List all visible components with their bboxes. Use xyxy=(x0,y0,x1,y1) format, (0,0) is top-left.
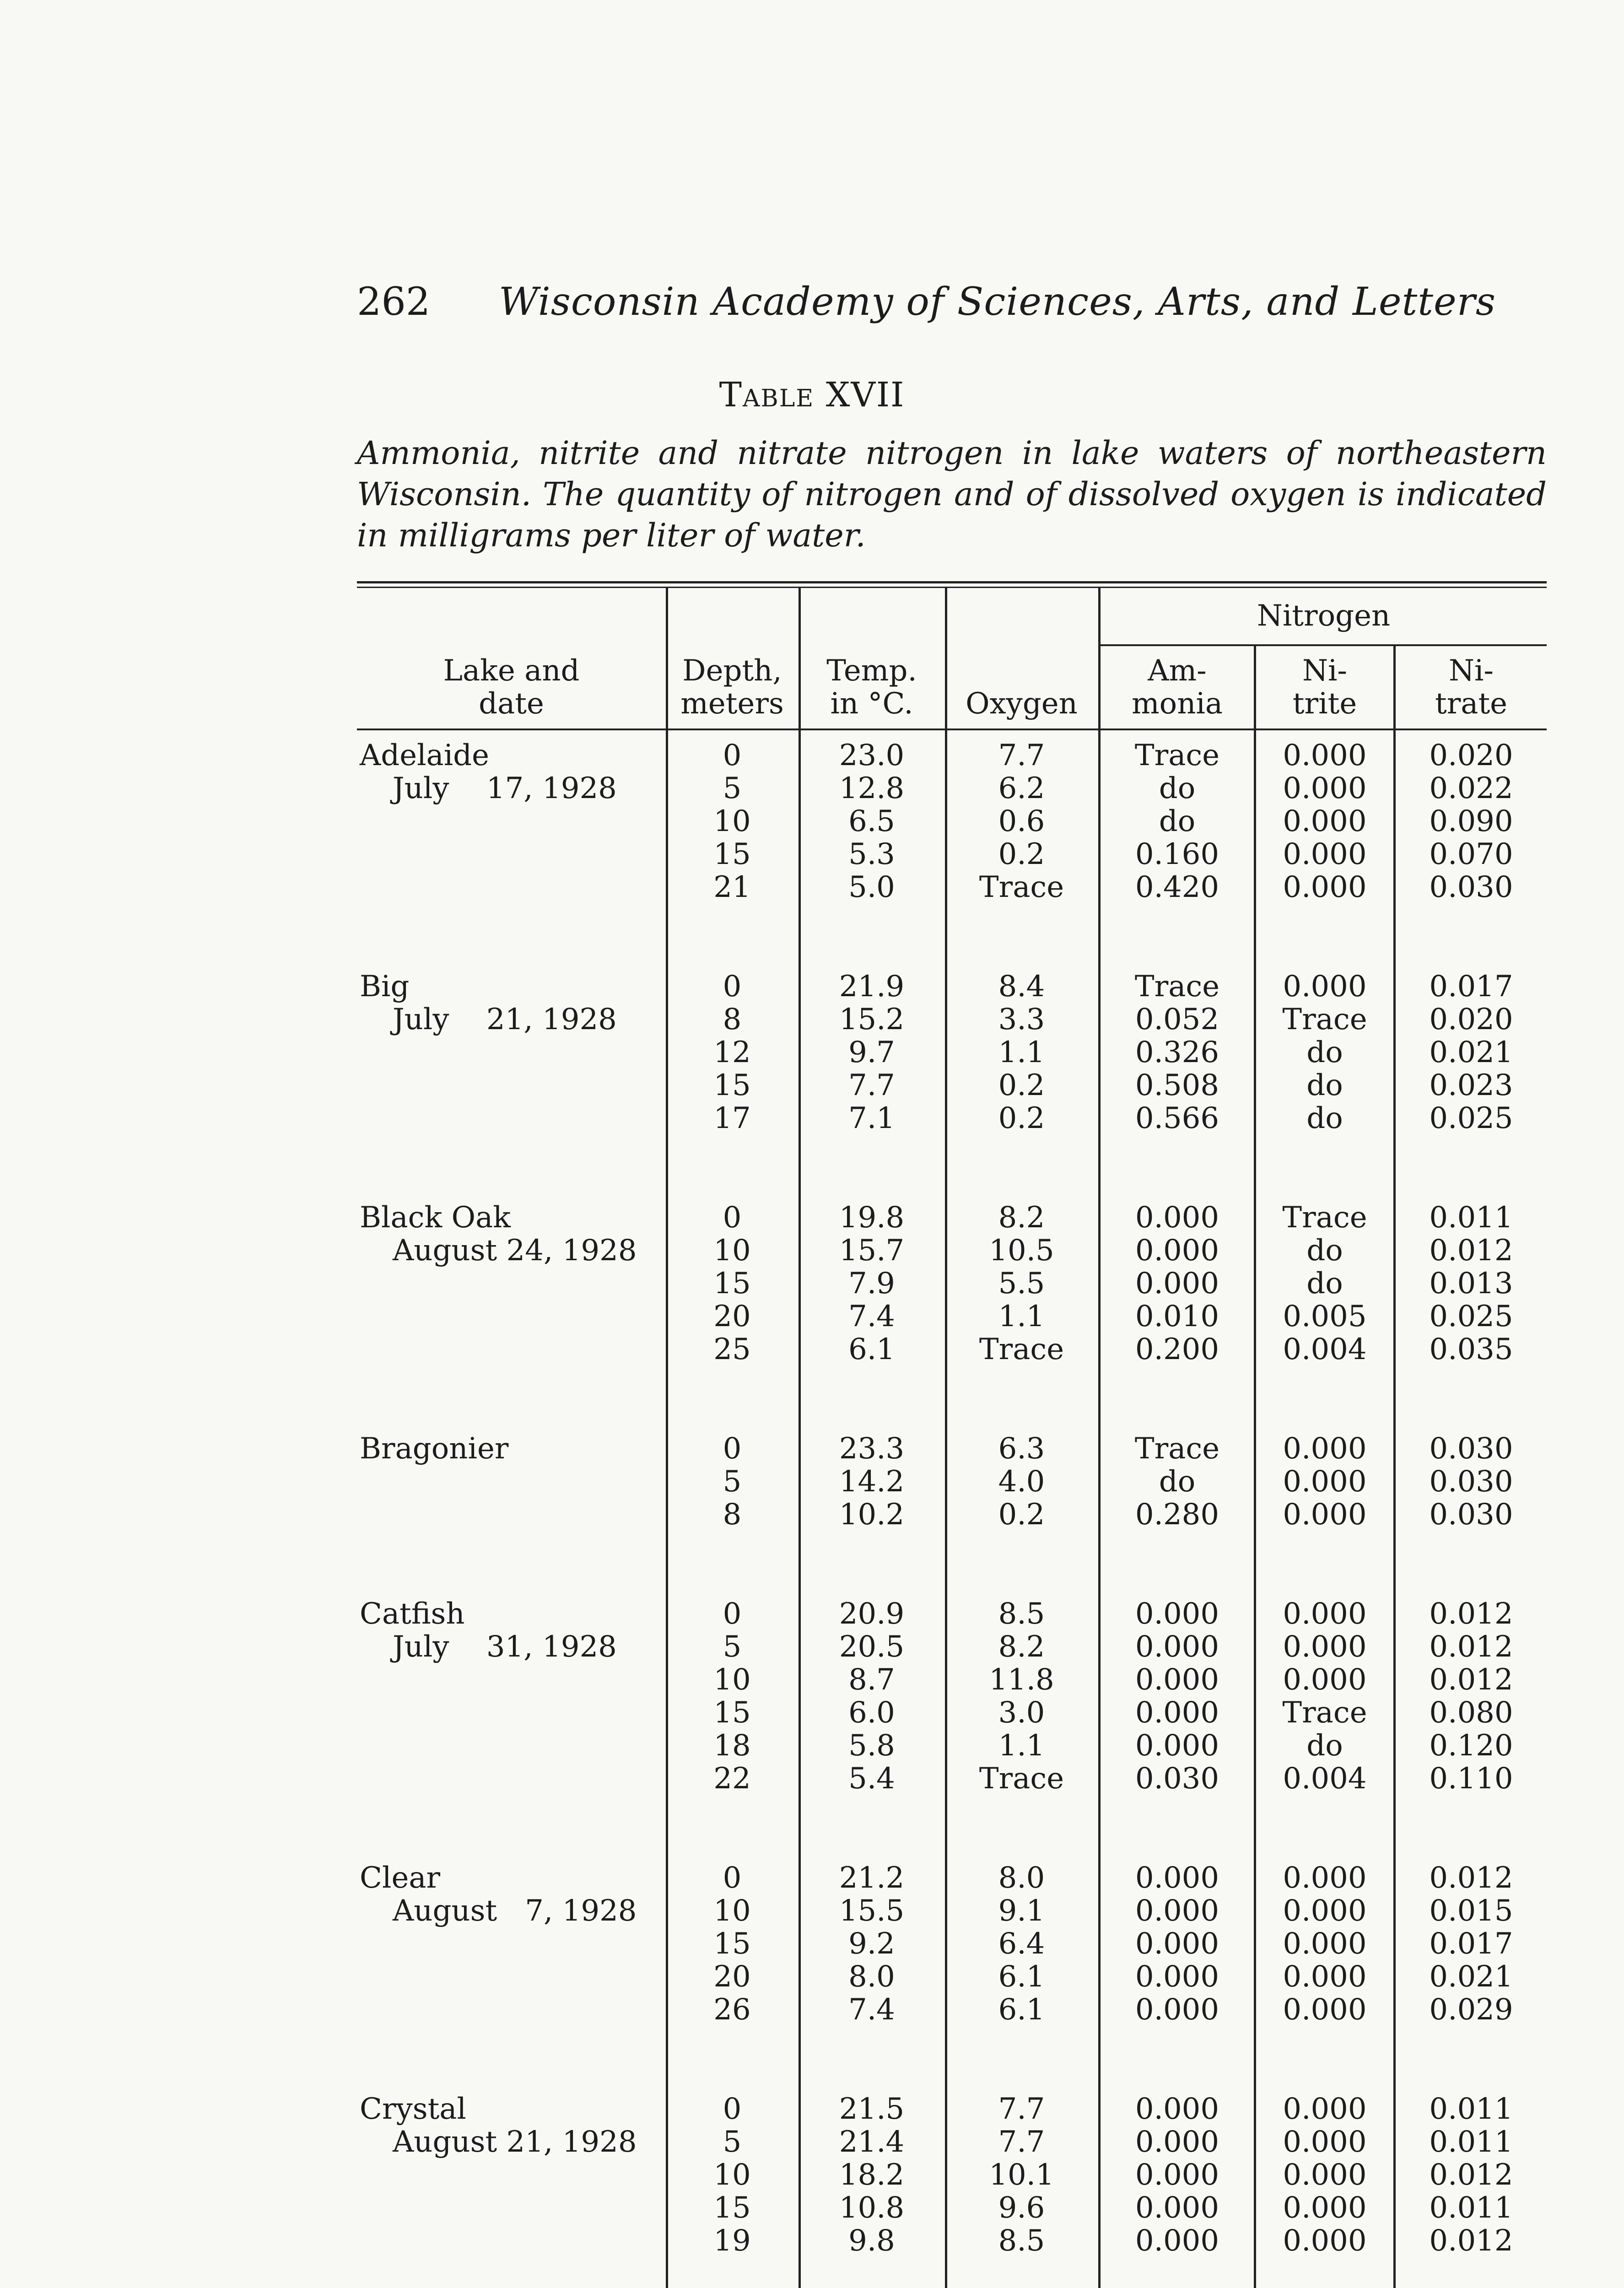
table-top-rule xyxy=(357,581,1547,583)
nitrite-cell: Trace xyxy=(1282,1003,1367,1036)
depth-cell: 15 xyxy=(713,1696,751,1730)
ammonia-cell: 0.000 xyxy=(1135,2092,1219,2126)
oxygen-cell: 9.1 xyxy=(998,1894,1045,1928)
ammonia-cell: do xyxy=(1159,804,1196,838)
nitrite-cell: 0.000 xyxy=(1283,1663,1367,1697)
temp-cell: 7.7 xyxy=(848,1068,895,1102)
nitrate-cell: 0.120 xyxy=(1429,1729,1513,1763)
temp-cell: 5.8 xyxy=(848,1729,895,1763)
ammonia-cell: 0.000 xyxy=(1135,1729,1219,1763)
depth-cell: 0 xyxy=(723,970,742,1004)
nitrate-cell: 0.012 xyxy=(1429,1630,1513,1664)
ammonia-cell: 0.000 xyxy=(1135,1630,1219,1664)
header-line: Ni- xyxy=(1448,654,1494,688)
nitrate-cell: 0.080 xyxy=(1429,1696,1513,1730)
oxygen-cell: Trace xyxy=(979,870,1064,904)
oxygen-cell: 8.0 xyxy=(998,1861,1045,1895)
temp-cell: 20.9 xyxy=(839,1597,905,1631)
lake-date: August 7, 1928 xyxy=(393,1894,637,1928)
lake-name: Crystal xyxy=(360,2092,466,2126)
header-line: Am- xyxy=(1148,654,1207,688)
depth-cell: 10 xyxy=(713,1894,751,1928)
ammonia-cell: Trace xyxy=(1134,739,1220,772)
header-line: monia xyxy=(1131,687,1223,721)
nitrogen-group-rule xyxy=(1101,644,1547,646)
header-bottom-rule xyxy=(357,728,1547,730)
ammonia-cell: 0.000 xyxy=(1135,1696,1219,1730)
temp-cell: 15.7 xyxy=(839,1234,905,1268)
nitrate-header xyxy=(1396,654,1547,720)
depth-cell: 5 xyxy=(723,2125,742,2159)
ammonia-cell: 0.280 xyxy=(1135,1498,1219,1532)
temp-cell: 21.5 xyxy=(839,2092,905,2126)
nitrite-cell: 0.000 xyxy=(1283,1630,1367,1664)
depth-cell: 15 xyxy=(713,2191,751,2225)
depth-cell: 0 xyxy=(723,2092,742,2126)
nitrate-cell: 0.012 xyxy=(1429,1861,1513,1895)
temp-cell: 21.9 xyxy=(839,970,905,1004)
ammonia-cell: 0.420 xyxy=(1135,870,1219,904)
depth-cell: 15 xyxy=(713,1068,751,1102)
temp-cell: 21.2 xyxy=(839,1861,905,1895)
header-line: Oxygen xyxy=(966,687,1078,721)
lake-name: Black Oak xyxy=(360,1201,511,1235)
nitrate-cell: 0.017 xyxy=(1429,1927,1513,1961)
ammonia-cell: 0.200 xyxy=(1135,1333,1219,1366)
nitrate-cell: 0.110 xyxy=(1429,1762,1513,1796)
ammonia-cell: 0.000 xyxy=(1135,2158,1219,2192)
nitrite-cell: 0.000 xyxy=(1283,837,1367,871)
lake-name: Adelaide xyxy=(360,739,489,772)
oxygen-cell: 0.6 xyxy=(998,804,1045,838)
nitrite-cell: 0.000 xyxy=(1283,1993,1367,2027)
depth-cell: 10 xyxy=(713,1663,751,1697)
oxygen-cell: 5.5 xyxy=(998,1267,1045,1300)
oxygen-cell: Trace xyxy=(979,1333,1064,1366)
depth-cell: 26 xyxy=(713,1993,751,2027)
oxygen-cell: 6.1 xyxy=(998,1993,1045,2027)
ammonia-cell: Trace xyxy=(1134,970,1220,1004)
nitrite-cell: 0.000 xyxy=(1283,1894,1367,1928)
nitrate-cell: 0.012 xyxy=(1429,1234,1513,1268)
nitrate-cell: 0.012 xyxy=(1429,2158,1513,2192)
nitrite-cell: 0.000 xyxy=(1283,2191,1367,2225)
nitrate-cell: 0.012 xyxy=(1429,2224,1513,2258)
oxygen-cell: 10.5 xyxy=(989,1234,1054,1268)
header-line: Temp. xyxy=(826,654,917,688)
lake-name: Catfish xyxy=(360,1597,465,1631)
table-title xyxy=(0,375,1624,415)
nitrite-cell: do xyxy=(1306,1036,1343,1069)
ammonia-cell: 0.508 xyxy=(1135,1068,1219,1102)
nitrate-cell: 0.070 xyxy=(1429,837,1513,871)
depth-cell: 0 xyxy=(723,1432,742,1466)
nitrite-cell: 0.004 xyxy=(1283,1762,1367,1796)
header-line: date xyxy=(479,687,544,721)
nitrite-cell: 0.000 xyxy=(1283,1432,1367,1466)
nitrate-cell: 0.090 xyxy=(1429,804,1513,838)
lake-date: August 24, 1928 xyxy=(393,1234,637,1268)
temp-cell: 15.2 xyxy=(839,1003,905,1036)
oxygen-cell: 7.7 xyxy=(998,2125,1045,2159)
table-title-word: Table xyxy=(719,375,815,415)
depth-cell: 5 xyxy=(723,1630,742,1664)
table-caption: Ammonia, nitrite and nitrate nitrogen in lake waters of northeastern Wisconsin. The quantity of nitrogen and of dissolved oxygen is indicated in milligrams per liter of water. xyxy=(357,434,1547,554)
oxygen-cell: 3.3 xyxy=(998,1003,1045,1036)
temp-cell: 7.1 xyxy=(848,1101,895,1135)
nitrite-header xyxy=(1256,654,1393,720)
nitrite-cell: 0.000 xyxy=(1283,870,1367,904)
temp-cell: 20.5 xyxy=(839,1630,905,1664)
lake-date: August 21, 1928 xyxy=(393,2125,637,2159)
lake-date: July 31, 1928 xyxy=(393,1630,617,1664)
temp-cell: 23.3 xyxy=(839,1432,905,1466)
oxygen-cell: 6.4 xyxy=(998,1927,1045,1961)
temp-cell: 7.9 xyxy=(848,1267,895,1300)
nitrite-cell: Trace xyxy=(1282,1201,1367,1235)
nitrite-cell: 0.000 xyxy=(1283,1861,1367,1895)
temp-cell: 10.8 xyxy=(839,2191,905,2225)
nitrite-cell: 0.000 xyxy=(1283,772,1367,805)
nitrate-cell: 0.013 xyxy=(1429,1267,1513,1300)
oxygen-cell: 8.5 xyxy=(998,2224,1045,2258)
ammonia-cell: 0.000 xyxy=(1135,1663,1219,1697)
header-line: trite xyxy=(1292,687,1357,721)
temp-cell: 9.7 xyxy=(848,1036,895,1069)
nitrate-cell: 0.030 xyxy=(1429,1498,1513,1532)
nitrate-cell: 0.021 xyxy=(1429,1036,1513,1069)
oxygen-cell: 6.1 xyxy=(998,1960,1045,1994)
temp-cell: 23.0 xyxy=(839,739,905,772)
nitrogen-group-header: Nitrogen xyxy=(1257,599,1391,633)
depth-cell: 22 xyxy=(713,1762,751,1796)
header-line: Ni- xyxy=(1302,654,1348,688)
oxygen-cell: 8.2 xyxy=(998,1201,1045,1235)
header-line: trate xyxy=(1435,687,1508,721)
temp-cell: 15.5 xyxy=(839,1894,905,1928)
nitrite-cell: 0.000 xyxy=(1283,1960,1367,1994)
nitrite-cell: 0.000 xyxy=(1283,804,1367,838)
ammonia-cell: do xyxy=(1159,772,1196,805)
temp-cell: 10.2 xyxy=(839,1498,905,1532)
temp-cell: 7.4 xyxy=(848,1993,895,2027)
nitrate-cell: 0.035 xyxy=(1429,1333,1513,1366)
lake-date: July 17, 1928 xyxy=(393,772,617,805)
table-title-numeral: XVII xyxy=(825,375,905,415)
nitrite-cell: do xyxy=(1306,1101,1343,1135)
depth-cell: 15 xyxy=(713,1267,751,1300)
temp-cell: 5.3 xyxy=(848,837,895,871)
ammonia-cell: 0.566 xyxy=(1135,1101,1219,1135)
oxygen-cell: 6.3 xyxy=(998,1432,1045,1466)
depth-cell: 0 xyxy=(723,1861,742,1895)
nitrite-cell: 0.000 xyxy=(1283,1597,1367,1631)
ammonia-cell: 0.000 xyxy=(1135,1597,1219,1631)
temp-cell: 5.0 xyxy=(848,870,895,904)
depth-cell: 20 xyxy=(713,1960,751,1994)
nitrate-cell: 0.022 xyxy=(1429,772,1513,805)
nitrate-cell: 0.021 xyxy=(1429,1960,1513,1994)
oxygen-cell: 0.2 xyxy=(998,837,1045,871)
nitrite-cell: 0.000 xyxy=(1283,1498,1367,1532)
nitrate-cell: 0.017 xyxy=(1429,970,1513,1004)
ammonia-cell: 0.326 xyxy=(1135,1036,1219,1069)
nitrate-cell: 0.030 xyxy=(1429,1465,1513,1499)
header-line: Depth, xyxy=(682,654,782,688)
depth-cell: 12 xyxy=(713,1036,751,1069)
lake-date-header xyxy=(357,654,666,720)
nitrite-cell: do xyxy=(1306,1068,1343,1102)
depth-cell: 18 xyxy=(713,1729,751,1763)
oxygen-cell: 1.1 xyxy=(998,1729,1045,1763)
ammonia-cell: 0.000 xyxy=(1135,2224,1219,2258)
ammonia-cell: 0.000 xyxy=(1135,1960,1219,1994)
depth-cell: 0 xyxy=(723,739,742,772)
oxygen-cell: 9.6 xyxy=(998,2191,1045,2225)
nitrite-cell: 0.004 xyxy=(1283,1333,1367,1366)
oxygen-cell: 4.0 xyxy=(998,1465,1045,1499)
nitrite-cell: 0.000 xyxy=(1283,1927,1367,1961)
ammonia-cell: 0.000 xyxy=(1135,1234,1219,1268)
depth-cell: 8 xyxy=(723,1003,742,1036)
temp-cell: 12.8 xyxy=(839,772,905,805)
table-top-rule-inner xyxy=(357,587,1547,588)
ammonia-cell: 0.000 xyxy=(1135,1993,1219,2027)
ammonia-cell: 0.000 xyxy=(1135,1201,1219,1235)
nitrite-cell: do xyxy=(1306,1729,1343,1763)
nitrate-cell: 0.011 xyxy=(1429,2191,1513,2225)
nitrite-cell: 0.000 xyxy=(1283,2224,1367,2258)
lake-name: Bragonier xyxy=(360,1432,509,1466)
oxygen-cell: 7.7 xyxy=(998,739,1045,772)
temp-cell: 7.4 xyxy=(848,1300,895,1333)
depth-cell: 20 xyxy=(713,1300,751,1333)
depth-cell: 25 xyxy=(713,1333,751,1366)
oxygen-header xyxy=(945,687,1098,720)
ammonia-cell: 0.030 xyxy=(1135,1762,1219,1796)
depth-header xyxy=(666,654,799,720)
ammonia-cell: 0.000 xyxy=(1135,1894,1219,1928)
ammonia-cell: Trace xyxy=(1134,1432,1220,1466)
nitrite-cell: 0.000 xyxy=(1283,1465,1367,1499)
depth-cell: 15 xyxy=(713,837,751,871)
header-line: in °C. xyxy=(830,687,913,721)
ammonia-cell: do xyxy=(1159,1465,1196,1499)
oxygen-cell: 3.0 xyxy=(998,1696,1045,1730)
oxygen-cell: 1.1 xyxy=(998,1300,1045,1333)
depth-cell: 0 xyxy=(723,1201,742,1235)
temp-cell: 14.2 xyxy=(839,1465,905,1499)
temp-cell: 6.5 xyxy=(848,804,895,838)
ammonia-cell: 0.000 xyxy=(1135,1861,1219,1895)
lake-name: Big xyxy=(360,970,410,1004)
lake-name: Clear xyxy=(360,1861,441,1895)
lake-date: July 21, 1928 xyxy=(393,1003,617,1036)
depth-cell: 10 xyxy=(713,804,751,838)
nitrate-cell: 0.011 xyxy=(1429,2125,1513,2159)
nitrate-cell: 0.029 xyxy=(1429,1993,1513,2027)
oxygen-cell: 0.2 xyxy=(998,1498,1045,1532)
nitrate-cell: 0.025 xyxy=(1429,1101,1513,1135)
nitrite-cell: 0.000 xyxy=(1283,2125,1367,2159)
depth-cell: 19 xyxy=(713,2224,751,2258)
nitrate-cell: 0.020 xyxy=(1429,739,1513,772)
ammonia-header xyxy=(1101,654,1254,720)
ammonia-cell: 0.000 xyxy=(1135,1927,1219,1961)
oxygen-cell: 1.1 xyxy=(998,1036,1045,1069)
nitrite-cell: 0.000 xyxy=(1283,2092,1367,2126)
depth-cell: 5 xyxy=(723,772,742,805)
oxygen-cell: 0.2 xyxy=(998,1101,1045,1135)
nitrate-cell: 0.011 xyxy=(1429,1201,1513,1235)
temp-cell: 21.4 xyxy=(839,2125,905,2159)
nitrate-cell: 0.015 xyxy=(1429,1894,1513,1928)
page-header xyxy=(357,279,1547,329)
temp-cell: 18.2 xyxy=(839,2158,905,2192)
nitrite-cell: do xyxy=(1306,1267,1343,1300)
temp-cell: 8.7 xyxy=(848,1663,895,1697)
oxygen-cell: 0.2 xyxy=(998,1068,1045,1102)
temp-header xyxy=(799,654,945,720)
temp-cell: 9.8 xyxy=(848,2224,895,2258)
oxygen-cell: 6.2 xyxy=(998,772,1045,805)
ammonia-cell: 0.000 xyxy=(1135,2191,1219,2225)
oxygen-cell: 8.4 xyxy=(998,970,1045,1004)
nitrate-cell: 0.030 xyxy=(1429,1432,1513,1466)
nitrate-cell: 0.011 xyxy=(1429,2092,1513,2126)
temp-cell: 6.1 xyxy=(848,1333,895,1366)
ammonia-cell: 0.010 xyxy=(1135,1300,1219,1333)
depth-cell: 8 xyxy=(723,1498,742,1532)
header-line: meters xyxy=(680,687,784,721)
page-number: 262 xyxy=(357,279,431,324)
oxygen-cell: 8.5 xyxy=(998,1597,1045,1631)
ammonia-cell: 0.000 xyxy=(1135,2125,1219,2159)
oxygen-cell: 10.1 xyxy=(989,2158,1054,2192)
nitrate-cell: 0.030 xyxy=(1429,870,1513,904)
nitrite-cell: 0.000 xyxy=(1283,970,1367,1004)
nitrate-cell: 0.025 xyxy=(1429,1300,1513,1333)
oxygen-cell: 7.7 xyxy=(998,2092,1045,2126)
oxygen-cell: 8.2 xyxy=(998,1630,1045,1664)
depth-cell: 15 xyxy=(713,1927,751,1961)
oxygen-cell: Trace xyxy=(979,1762,1064,1796)
depth-cell: 17 xyxy=(713,1101,751,1135)
temp-cell: 8.0 xyxy=(848,1960,895,1994)
depth-cell: 0 xyxy=(723,1597,742,1631)
depth-cell: 5 xyxy=(723,1465,742,1499)
ammonia-cell: 0.000 xyxy=(1135,1267,1219,1300)
nitrate-cell: 0.012 xyxy=(1429,1663,1513,1697)
ammonia-cell: 0.052 xyxy=(1135,1003,1219,1036)
depth-cell: 10 xyxy=(713,2158,751,2192)
nitrite-cell: do xyxy=(1306,1234,1343,1268)
depth-cell: 10 xyxy=(713,1234,751,1268)
temp-cell: 6.0 xyxy=(848,1696,895,1730)
nitrate-cell: 0.020 xyxy=(1429,1003,1513,1036)
data-table xyxy=(357,581,1547,2288)
nitrite-cell: 0.000 xyxy=(1283,739,1367,772)
running-title: Wisconsin Academy of Sciences, Arts, and Letters xyxy=(499,279,1496,324)
nitrate-cell: 0.012 xyxy=(1429,1597,1513,1631)
temp-cell: 5.4 xyxy=(848,1762,895,1796)
nitrite-cell: 0.005 xyxy=(1283,1300,1367,1333)
header-line: Lake and xyxy=(443,654,580,688)
depth-cell: 21 xyxy=(713,870,751,904)
nitrate-cell: 0.023 xyxy=(1429,1068,1513,1102)
oxygen-cell: 11.8 xyxy=(989,1663,1054,1697)
nitrite-cell: Trace xyxy=(1282,1696,1367,1730)
temp-cell: 19.8 xyxy=(839,1201,905,1235)
nitrite-cell: 0.000 xyxy=(1283,2158,1367,2192)
ammonia-cell: 0.160 xyxy=(1135,837,1219,871)
temp-cell: 9.2 xyxy=(848,1927,895,1961)
